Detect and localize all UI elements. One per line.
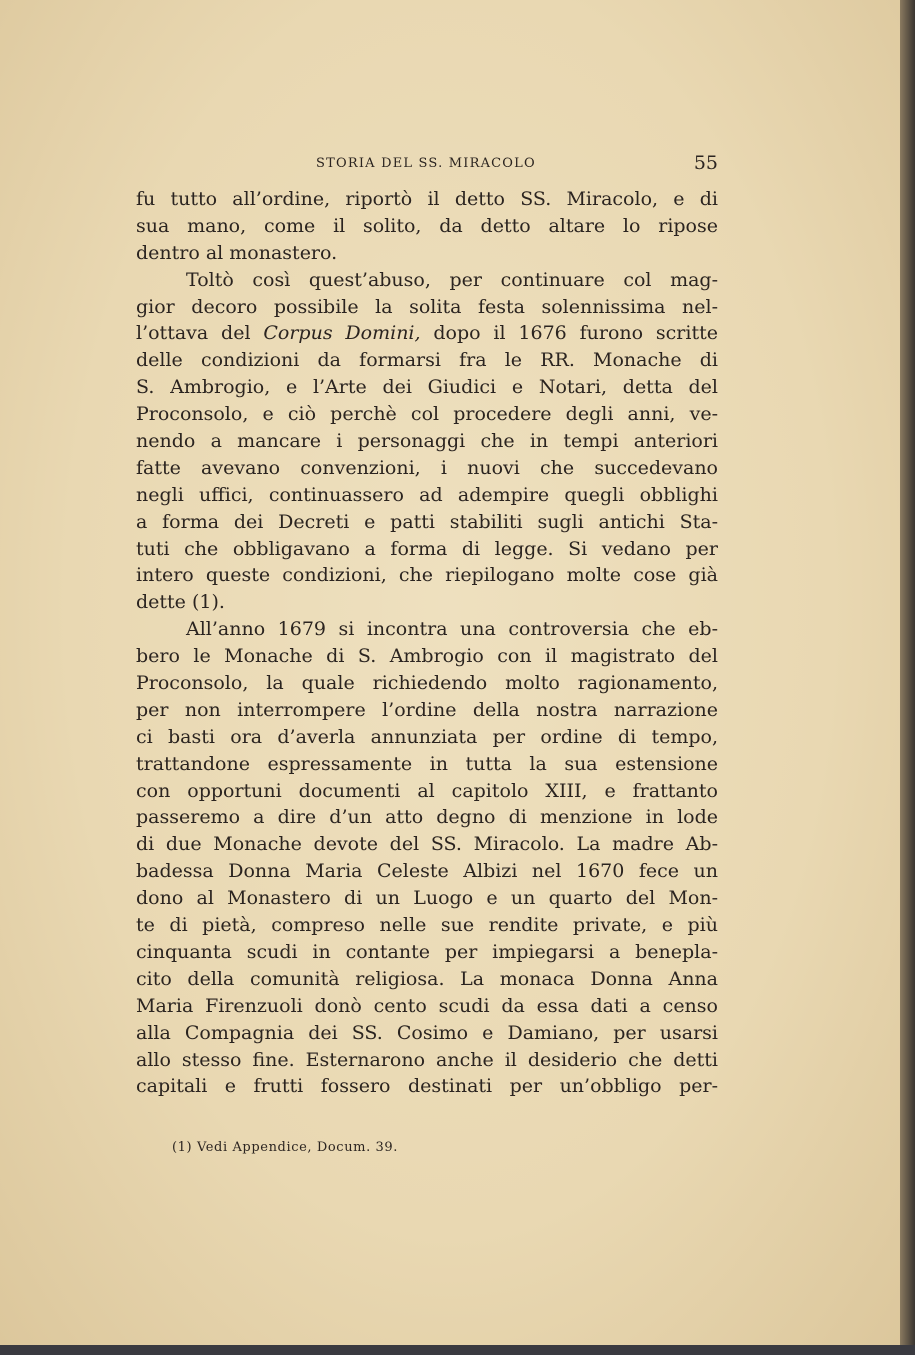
- running-title: STORIA DEL SS. MIRACOLO: [316, 156, 536, 171]
- text-line: Proconsolo, la quale richiedendo molto ragionamento,: [136, 672, 718, 695]
- text-line: Maria Firenzuoli donò cento scudi da essa dati a censo: [136, 994, 718, 1017]
- scan-edge-right: [900, 0, 915, 1355]
- text-line: passeremo a dire d’un atto degno di menzione in lode: [136, 806, 718, 829]
- text-line: dentro al monastero.: [136, 241, 338, 264]
- text-line: alla Compagnia dei SS. Cosimo e Damiano, per usarsi: [136, 1021, 718, 1044]
- text-line: ci basti ora d’averla annunziata per ordine di tempo,: [136, 725, 718, 748]
- text-line: tuti che obbligavano a forma di legge. Si vedano per: [136, 537, 718, 560]
- text-segment: l’ottava del: [136, 322, 264, 345]
- text-line: dette (1).: [136, 591, 225, 614]
- text-line: allo stesso fine. Esternarono anche il desiderio che detti: [136, 1048, 718, 1071]
- text-line: nendo a mancare i personaggi che in tempi anteriori: [136, 430, 718, 453]
- text-line: cinquanta scudi in contante per impiegarsi a benepla-: [136, 940, 718, 963]
- page-number: 55: [693, 152, 718, 174]
- text-line: S. Ambrogio, e l’Arte dei Giudici e Notari, detta del: [136, 376, 718, 399]
- text-line: dono al Monastero di un Luogo e un quarto del Mon-: [136, 887, 718, 910]
- page-header: [136, 152, 718, 174]
- text-line: Proconsolo, e ciò perchè col procedere degli anni, ve-: [136, 403, 718, 426]
- footnote: (1) Vedi Appendice, Docum. 39.: [172, 1140, 399, 1155]
- text-line: te di pietà, compreso nelle sue rendite private, e più: [136, 914, 718, 937]
- text-line: negli uffici, continuassero ad adempire quegli obblighi: [136, 483, 718, 506]
- text-line: per non interrompere l’ordine della nostra narrazione: [136, 698, 718, 721]
- text-line: bero le Monache di S. Ambrogio con il magistrato del: [136, 645, 718, 668]
- text-segment: dopo il 1676 furono scritte: [420, 322, 718, 345]
- body-text: [136, 186, 718, 1100]
- text-line: All’anno 1679 si incontra una controversia che eb-: [186, 618, 718, 641]
- text-line: a forma dei Decreti e patti stabiliti sugli antichi Sta-: [136, 510, 718, 533]
- text-line: cito della comunità religiosa. La monaca Donna Anna: [136, 967, 718, 990]
- text-line: delle condizioni da formarsi fra le RR. Monache di: [136, 349, 718, 372]
- text-line: con opportuni documenti al capitolo XIII, e frattanto: [136, 779, 718, 802]
- text-line: fu tutto all’ordine, riportò il detto SS. Miracolo, e di: [136, 188, 718, 210]
- text-line: di due Monache devote del SS. Miracolo. La madre Ab-: [136, 833, 718, 856]
- text-line: trattandone espressamente in tutta la sua estensione: [136, 752, 718, 775]
- text-line: intero queste condizioni, che riepilogano molte cose già: [136, 564, 718, 587]
- text-line: Toltò così quest’abuso, per continuare col mag-: [186, 268, 718, 291]
- text-line: gior decoro possibile la solita festa solennissima nel-: [136, 295, 718, 318]
- italic-title: Corpus Domini,: [263, 322, 421, 345]
- text-line: sua mano, come il solito, da detto altare lo ripose: [136, 214, 718, 237]
- text-line: [136, 320, 718, 347]
- text-line: badessa Donna Maria Celeste Albizi nel 1670 fece un: [136, 860, 718, 883]
- scan-edge-bottom: [0, 1345, 915, 1355]
- text-line: capitali e frutti fossero destinati per un’obbligo per-: [136, 1075, 718, 1098]
- text-line: fatte avevano convenzioni, i nuovi che succedevano: [136, 456, 718, 479]
